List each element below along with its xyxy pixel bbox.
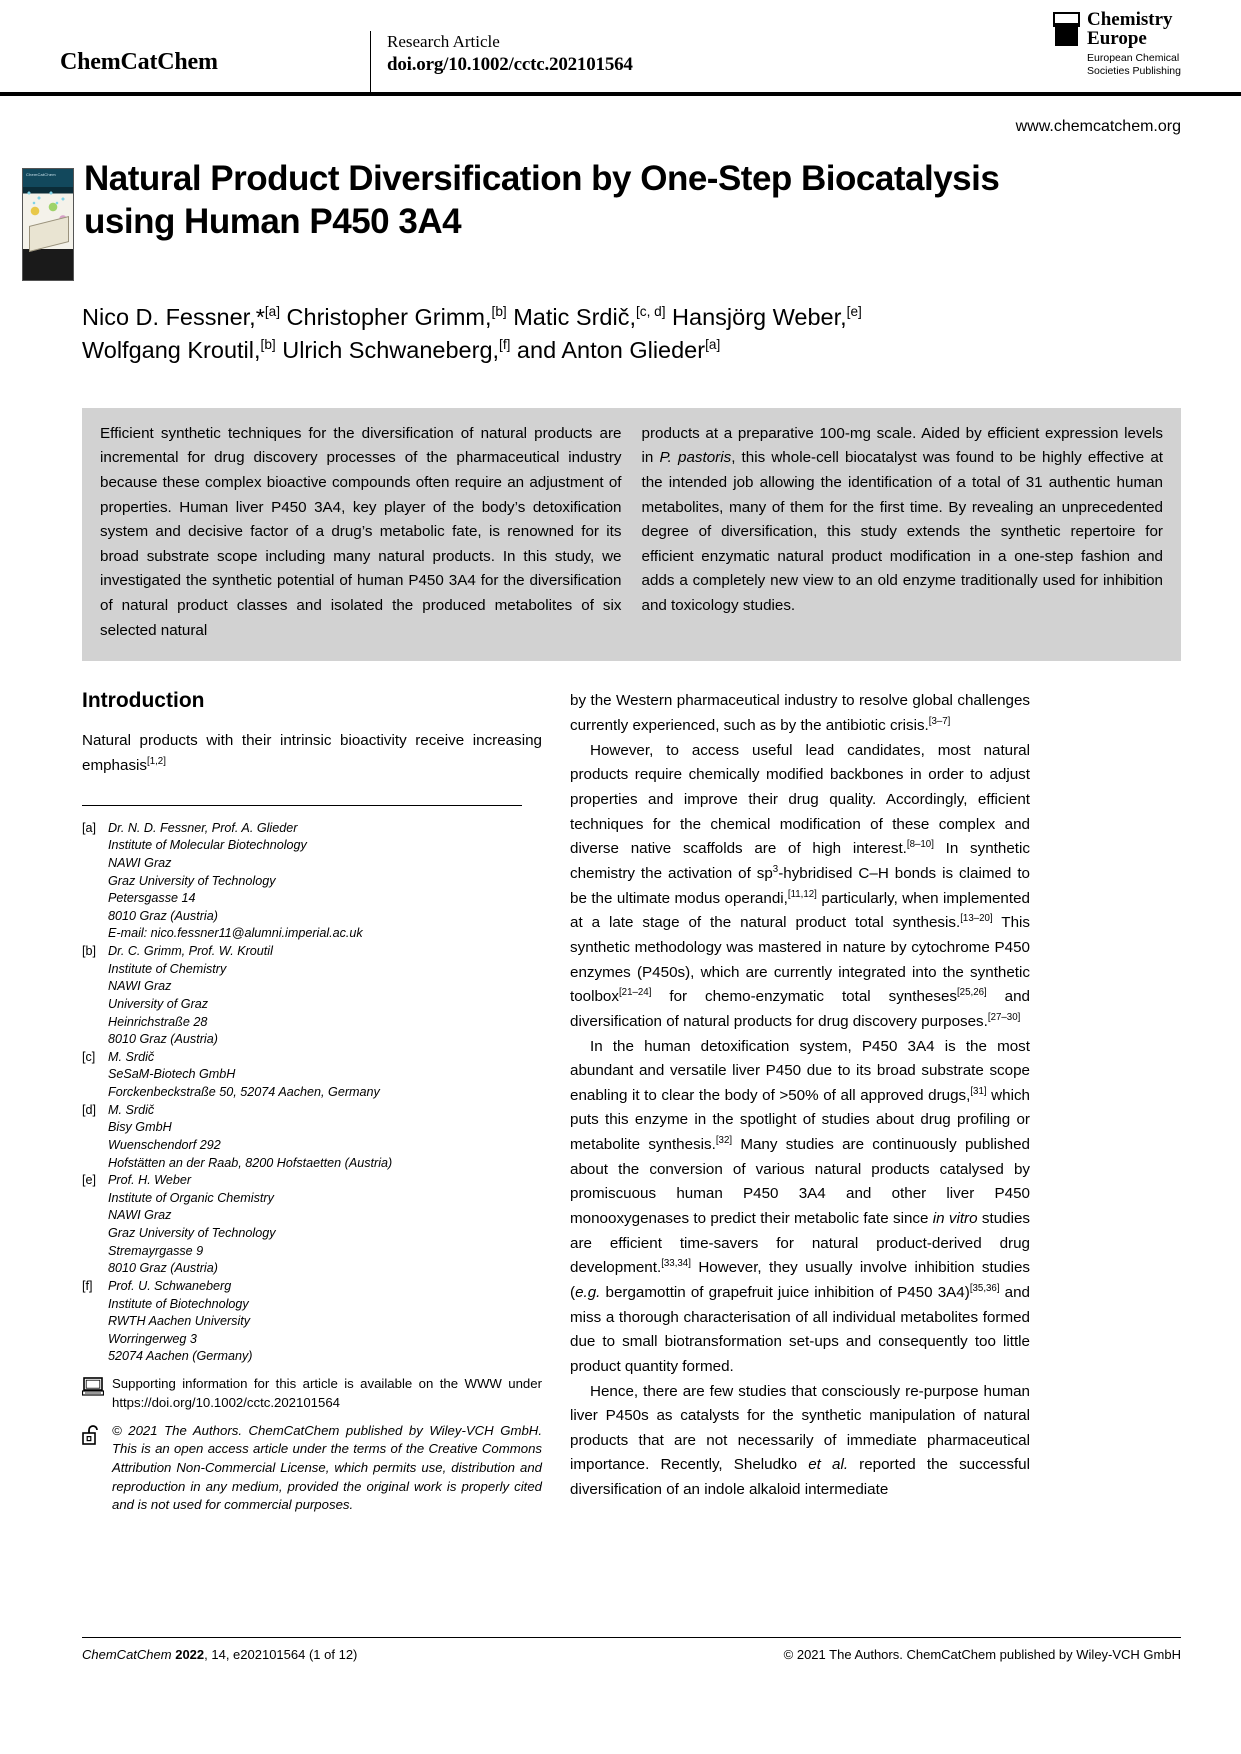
intro-paragraph-3 bbox=[570, 1035, 1030, 1380]
affiliation-line: Dr. C. Grimm, Prof. W. Kroutil bbox=[108, 944, 273, 959]
affiliation-line: 52074 Aachen (Germany) bbox=[108, 1349, 253, 1364]
affiliation-tag: [f] bbox=[82, 1278, 93, 1293]
intro-p3-text-e: However, they usually involve inhibition studies ( bbox=[570, 1259, 1030, 1302]
affiliation-line: NAWI Graz bbox=[108, 979, 172, 994]
masthead-article-info bbox=[370, 31, 633, 92]
citation-ref-21-24[interactable]: [21–24] bbox=[618, 987, 652, 999]
copyright-license-text: © 2021 The Authors. ChemCatChem published by Wiley-VCH GmbH. This is an open access article under the terms of the Creative Commons Attribution Non-Commercial License, which permits use, distribution and reproduction in any medium, provided the original work is properly cited and is not used for commercial purposes. bbox=[112, 1422, 542, 1513]
citation-ref-27-30[interactable]: [27–30] bbox=[987, 1011, 1021, 1023]
affiliation-lines bbox=[108, 820, 363, 943]
affiliation-line: M. Srdič bbox=[108, 1102, 155, 1117]
affiliation-line: M. Srdič bbox=[108, 1049, 155, 1064]
author-6-affil-ref: [f] bbox=[499, 337, 511, 353]
intro-paragraph-2 bbox=[570, 739, 1030, 1035]
affiliation-line: Wuenschendorf 292 bbox=[108, 1137, 221, 1152]
affiliation-line: Graz University of Technology bbox=[108, 1226, 276, 1241]
affiliation-line: NAWI Graz bbox=[108, 855, 172, 870]
abstract-text-1: products at a preparative 100-mg scale. Aided by efficient expression levels in bbox=[641, 424, 1163, 467]
citation-ref-13-20[interactable]: [13–20] bbox=[960, 913, 993, 925]
intro-p3-text-c: Many studies are continuously published about the conversion of various natural products catalysed by promiscuous human P450 3A4 and other liver P450 monooxygenases to predict their metabolic fate since bbox=[570, 1136, 1030, 1228]
affiliation-line: Dr. N. D. Fessner, Prof. A. Glieder bbox=[108, 820, 298, 835]
citation-ref-33-34[interactable]: [33,34] bbox=[661, 1258, 691, 1270]
affiliation-line: Institute of Molecular Biotechnology bbox=[108, 838, 307, 853]
author-3: Matic Srdič, bbox=[506, 304, 636, 330]
intro-p3-text-d: studies are efficient time-savers for natural product-derived drug development. bbox=[570, 1210, 1031, 1277]
citation-ref-1-2[interactable]: [1,2] bbox=[147, 755, 166, 767]
intro-paragraph-1-left bbox=[82, 729, 542, 778]
author-7: and Anton Glieder bbox=[510, 337, 706, 364]
citation-ref-11-12[interactable]: [11,12] bbox=[787, 888, 817, 900]
affiliation-line: Institute of Chemistry bbox=[108, 961, 227, 976]
intro-p4-text-b: reported the successful diversification of an indole alkaloid intermediate bbox=[570, 1456, 1030, 1499]
affiliation-tag: [c] bbox=[82, 1049, 96, 1064]
abstract-column-right bbox=[642, 422, 1164, 644]
citation-ref-32[interactable]: [32] bbox=[715, 1135, 733, 1147]
chemistry-europe-mark-icon bbox=[1053, 12, 1080, 46]
intro-p2-text-e: This synthetic methodology was mastered in nature by cytochrome P450 enzymes (P450s), which are currently integrated into the synthetic toolbox bbox=[570, 914, 1031, 1006]
abstract-text-2: , this whole-cell biocatalyst was found to be highly effective at the intended job allowing the identification of a total of 31 authentic human metabolites, many of them for the first time. By revealing an unprecedented degree of diversification, this study extends the synthetic repertoire for efficient enzymatic natural product modification in a one-step fashion and adds a completely new view to an old enzyme traditionally used for inhibition and toxicology studies. bbox=[641, 449, 1163, 615]
abstract-column-left: Efficient synthetic techniques for the diversification of natural products are incremental for drug discovery processes of the pharmaceutical industry because these complex bioactive compounds often require an adjustment of properties. Human liver P450 3A4, key player of the body’s detoxification system and decisive factor of a drug’s metabolic fate, is renowned for its broad substrate scope including many natural products. In this study, we investigated the synthetic potential of human P450 3A4 for the diversification of natural product classes and isolated the produced metabolites of six selected natural bbox=[100, 424, 622, 639]
affiliations-divider bbox=[82, 805, 522, 806]
intro-p4-text-a: Hence, there are few studies that consciously re-purpose human liver P450s as catalysts for the synthetic manipulation of natural products that are not necessarily of immediate pharmaceutical importance. Recently, Sheludko bbox=[570, 1382, 1030, 1474]
latin-phrase-et-al: et al. bbox=[808, 1456, 849, 1474]
intro-p1-cont-text: by the Western pharmaceutical industry to resolve global challenges currently experienced, such as by the antibiotic crisis. bbox=[570, 692, 1030, 735]
affiliation-b bbox=[82, 943, 542, 1049]
affiliation-line: University of Graz bbox=[108, 996, 209, 1011]
intro-p2-text-b: In synthetic chemistry the activation of sp bbox=[570, 840, 1030, 882]
page-footer bbox=[82, 1637, 1181, 1662]
citation-ref-31[interactable]: [31] bbox=[970, 1085, 987, 1097]
latin-phrase-in-vitro: in vitro bbox=[932, 1210, 978, 1228]
author-7-affil-ref: [a] bbox=[705, 337, 721, 353]
journal-cover-thumbnail-icon: ChemCatChem bbox=[22, 168, 74, 281]
supporting-information-text[interactable]: Supporting information for this article is available on the WWW under https://doi.org/10.1002/cctc.202101564 bbox=[112, 1376, 542, 1410]
section-heading-introduction: Introduction bbox=[82, 689, 205, 713]
affiliation-e bbox=[82, 1172, 542, 1278]
affiliation-tag: [a] bbox=[82, 820, 97, 835]
affiliation-line: 8010 Graz (Austria) bbox=[108, 1032, 218, 1047]
logo-sub-1: European Chemical bbox=[1087, 52, 1180, 65]
affiliation-line: NAWI Graz bbox=[108, 1208, 172, 1223]
body-columns bbox=[0, 661, 1241, 1515]
affiliation-line: Prof. U. Schwaneberg bbox=[108, 1278, 232, 1293]
intro-p2-text-g: and diversification of natural products for drug discovery purposes. bbox=[570, 988, 1030, 1030]
intro-p3-text-f: bergamottin of grapefruit juice inhibition of P450 3A4) bbox=[600, 1284, 970, 1302]
affiliation-c bbox=[82, 1049, 542, 1102]
author-2: Christopher Grimm, bbox=[280, 304, 492, 330]
superscript-three: 3 bbox=[772, 863, 779, 875]
latin-phrase-eg: e.g. bbox=[575, 1284, 601, 1302]
intro-p2-text-d: particularly, when implemented at a late stage of the natural product total synthesis. bbox=[570, 889, 1030, 932]
author-1: Nico D. Fessner,* bbox=[82, 304, 265, 330]
citation-ref-25-26[interactable]: [25,26] bbox=[956, 987, 987, 999]
affiliation-lines bbox=[108, 1278, 252, 1366]
chemistry-europe-logo bbox=[1053, 10, 1181, 78]
footer-journal-name: ChemCatChem bbox=[82, 1647, 172, 1662]
affiliation-tag: [d] bbox=[82, 1102, 97, 1117]
author-1-affil-ref: [a] bbox=[264, 304, 280, 320]
affiliation-email[interactable]: E-mail: nico.fessner11@alumni.imperial.ac.uk bbox=[108, 926, 363, 941]
affiliation-line: 8010 Graz (Austria) bbox=[108, 908, 218, 923]
affiliation-line: SeSaM-Biotech GmbH bbox=[108, 1067, 236, 1082]
affiliation-line: Worringerweg 3 bbox=[108, 1331, 197, 1346]
intro-p3-text-b: which puts this enzyme in the spotlight of studies about drug profiling or metabolite synthesis. bbox=[570, 1086, 1030, 1154]
footer-citation-rest: , 14, e202101564 (1 of 12) bbox=[204, 1647, 358, 1662]
citation-ref-3-7[interactable]: [3–7] bbox=[928, 715, 951, 727]
citation-ref-35-36[interactable]: [35,36] bbox=[969, 1282, 1000, 1294]
journal-website-url[interactable]: www.chemcatchem.org bbox=[1015, 118, 1181, 135]
affiliation-lines bbox=[108, 1102, 392, 1173]
intro-paragraph-4 bbox=[570, 1380, 1030, 1503]
affiliation-line: 8010 Graz (Austria) bbox=[108, 1261, 218, 1276]
affiliation-lines bbox=[108, 1049, 380, 1102]
footer-citation bbox=[82, 1647, 357, 1662]
article-type: Research Article bbox=[387, 32, 500, 52]
intro-p2-text-f: for chemo-enzymatic total syntheses bbox=[651, 988, 957, 1006]
column-right bbox=[570, 689, 1030, 1515]
affiliation-tag: [e] bbox=[82, 1173, 97, 1188]
affiliations-list bbox=[82, 820, 542, 1366]
logo-sub-2: Societies Publishing bbox=[1087, 65, 1181, 78]
citation-ref-8-10[interactable]: [8–10] bbox=[906, 839, 934, 851]
affiliation-line: Hofstätten an der Raab, 8200 Hofstaetten (Austria) bbox=[108, 1155, 393, 1170]
supporting-information-note bbox=[82, 1375, 542, 1412]
affiliation-line: Institute of Organic Chemistry bbox=[108, 1190, 274, 1205]
affiliation-line: RWTH Aachen University bbox=[108, 1314, 251, 1329]
affiliation-line: Petersgasse 14 bbox=[108, 891, 196, 906]
affiliation-a bbox=[82, 820, 542, 943]
affiliation-line: Graz University of Technology bbox=[108, 873, 276, 888]
column-left bbox=[82, 689, 542, 1515]
intro-p3-text-a: In the human detoxification system, P450 3A4 is the most abundant and versatile liver P450 due to its broad substrate scope enabling it to clear the body of >50% of all approved drugs, bbox=[570, 1037, 1030, 1104]
author-2-affil-ref: [b] bbox=[491, 304, 507, 320]
intro-paragraph-1-cont bbox=[570, 689, 1030, 738]
author-4-affil-ref: [e] bbox=[846, 304, 862, 320]
author-5: Wolfgang Kroutil, bbox=[82, 337, 261, 364]
author-3-affil-ref: [c, d] bbox=[635, 304, 666, 320]
page-title: Natural Product Diversification by One-Step Biocatalysis using Human P450 3A4 bbox=[84, 159, 1000, 241]
logo-line-1: Chemistry bbox=[1087, 8, 1173, 30]
footer-year: 2022 bbox=[175, 1647, 205, 1662]
intro-p2-text-a: However, to access useful lead candidates, most natural products require chemically modified backbones in order to adjust properties and improve their drug quality. Accordingly, efficient techniques for the chemical modification of these complex and diverse native scaffolds are of high interest. bbox=[570, 741, 1030, 858]
footer-copyright: © 2021 The Authors. ChemCatChem published by Wiley-VCH GmbH bbox=[783, 1647, 1181, 1662]
intro-p2-text-c: -hybridised C–H bonds is claimed to be the ultimate modus operandi, bbox=[570, 864, 1030, 907]
article-doi[interactable]: doi.org/10.1002/cctc.202101564 bbox=[387, 54, 633, 76]
affiliation-line: Institute of Biotechnology bbox=[108, 1296, 249, 1311]
computer-icon bbox=[82, 1375, 112, 1412]
affiliation-line: Stremayrgasse 9 bbox=[108, 1243, 204, 1258]
affiliation-lines bbox=[108, 943, 273, 1049]
affiliation-tag: [b] bbox=[82, 944, 97, 959]
author-list bbox=[0, 281, 1010, 368]
open-access-copyright-note bbox=[82, 1422, 542, 1516]
affiliation-lines bbox=[108, 1172, 276, 1278]
affiliation-line: Bisy GmbH bbox=[108, 1120, 172, 1135]
affiliation-line: Heinrichstraße 28 bbox=[108, 1014, 208, 1029]
author-5-affil-ref: [b] bbox=[260, 337, 276, 353]
intro-p1-text: Natural products with their intrinsic bioactivity receive increasing emphasis bbox=[82, 732, 542, 775]
author-4: Hansjörg Weber, bbox=[665, 304, 847, 330]
intro-p3-text-g: and miss a thorough characterisation of all individual metabolites formed due to small biotransformation set-ups and consequently too little product quantity formed. bbox=[570, 1284, 1031, 1375]
masthead bbox=[0, 0, 1241, 92]
title-block bbox=[0, 136, 1241, 281]
open-lock-icon bbox=[82, 1422, 112, 1516]
abstract-box bbox=[82, 408, 1181, 662]
affiliation-line: Prof. H. Weber bbox=[108, 1173, 192, 1188]
affiliation-f bbox=[82, 1278, 542, 1366]
affiliation-d bbox=[82, 1102, 542, 1173]
affiliation-line: Forckenbeckstraße 50, 52074 Aachen, Germany bbox=[108, 1085, 380, 1100]
journal-name: ChemCatChem bbox=[60, 49, 218, 75]
abstract-species-name: P. pastoris bbox=[659, 449, 732, 467]
logo-line-2: Europe bbox=[1087, 28, 1147, 50]
author-6: Ulrich Schwaneberg, bbox=[275, 337, 500, 364]
